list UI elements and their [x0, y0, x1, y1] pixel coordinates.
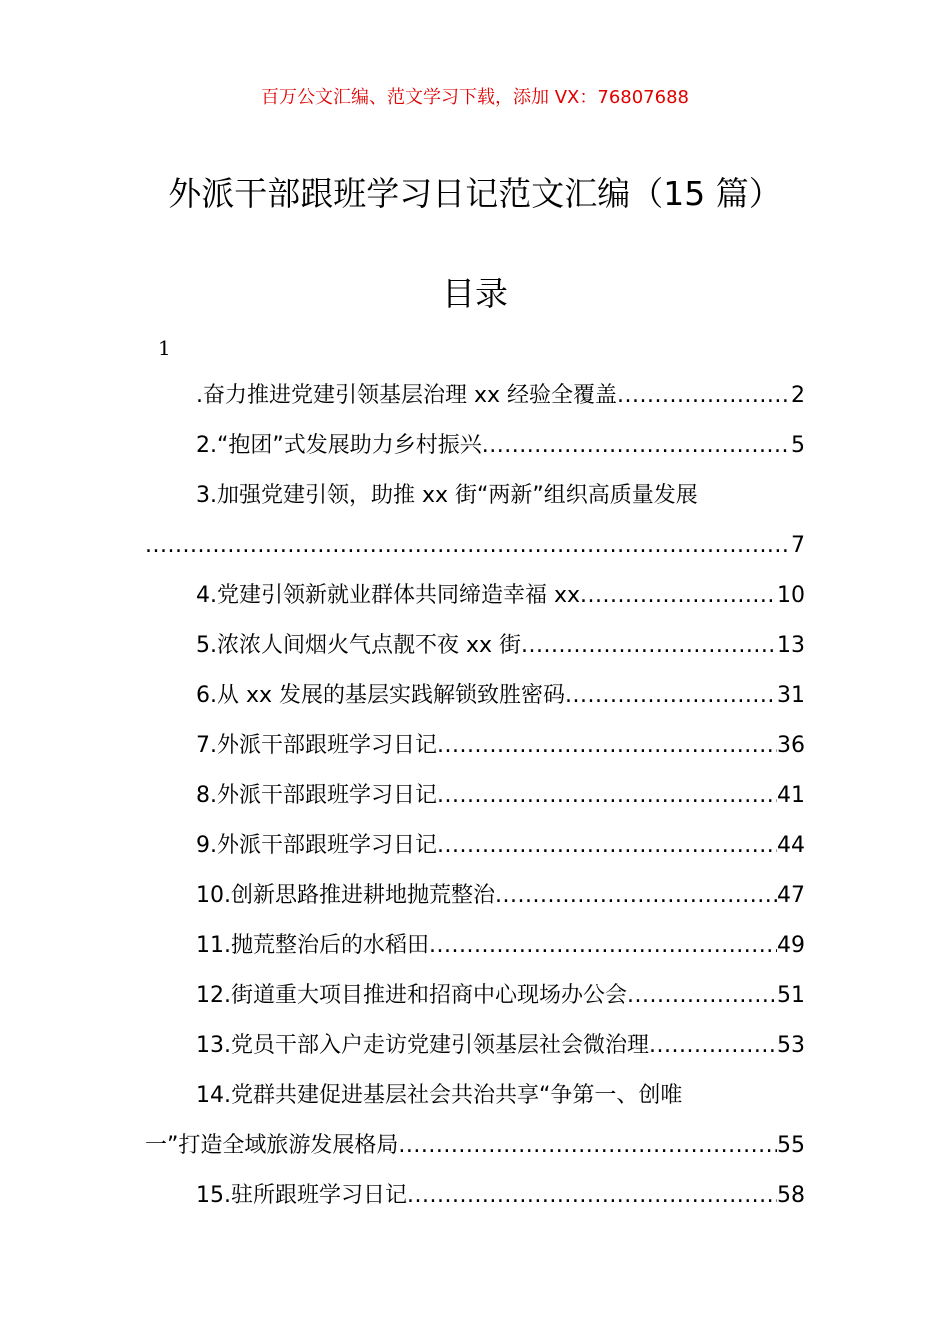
toc-page-number: 58 [777, 1183, 805, 1208]
toc-page-number: 5 [791, 433, 805, 458]
toc-page-number: 55 [777, 1133, 805, 1158]
toc-item-14[interactable] [145, 1076, 805, 1176]
toc-item-title: .奋力推进党建引领基层治理 xx 经验全覆盖 [196, 383, 618, 408]
toc-heading: 目录 [442, 274, 508, 313]
toc-item-title: 12.街道重大项目推进和招商中心现场办公会 [196, 983, 627, 1008]
toc-item-title: 11.抛荒整治后的水稻田 [196, 933, 429, 958]
toc-page-number: 47 [777, 883, 805, 908]
toc-item-15[interactable] [145, 1176, 805, 1226]
toc-page-number: 31 [777, 683, 805, 708]
download-ad-banner: 百万公文汇编、范文学习下载，添加 VX：76807688 [261, 87, 689, 108]
toc-item-title-line1: 3.加强党建引领，助推 xx 街“两新”组织高质量发展 [196, 483, 698, 508]
toc-item-13[interactable] [145, 1026, 805, 1076]
toc-item-title: 一”打造全域旅游发展格局 [145, 1133, 399, 1158]
toc-dot-leader [649, 1026, 777, 1066]
toc-item-title-line1: 14.党群共建促进基层社会共治共享“争第一、创唯 [196, 1083, 683, 1108]
toc-dot-leader [437, 776, 777, 816]
toc-item-continuation [145, 1126, 805, 1176]
toc-dot-leader [145, 526, 791, 566]
toc-item-9[interactable] [145, 826, 805, 876]
toc-item-7[interactable] [145, 726, 805, 776]
toc-page-number: 53 [777, 1033, 805, 1058]
toc-page-number: 51 [777, 983, 805, 1008]
toc-page-number: 2 [791, 383, 805, 408]
toc-page-number: 13 [777, 633, 805, 658]
toc-item-3[interactable] [145, 476, 805, 576]
toc-item-title: 15.驻所跟班学习日记 [196, 1183, 407, 1208]
toc-item-title: 4.党建引领新就业群体共同缔造幸福 xx [196, 583, 581, 608]
toc-dot-leader [617, 376, 791, 416]
toc-item-5[interactable] [145, 626, 805, 676]
toc-dot-leader [565, 676, 777, 716]
toc-dot-leader [627, 976, 777, 1016]
toc-dot-leader [437, 726, 777, 766]
toc-dot-leader [521, 626, 777, 666]
toc-item-title: 9.外派干部跟班学习日记 [196, 833, 437, 858]
toc-item-title: 8.外派干部跟班学习日记 [196, 783, 437, 808]
toc-item-title: 10.创新思路推进耕地抛荒整治 [196, 883, 495, 908]
toc-item-title: 2.“抱团”式发展助力乡村振兴 [196, 433, 482, 458]
toc-item-11[interactable] [145, 926, 805, 976]
toc-item-continuation [145, 526, 805, 576]
stray-number: 1 [158, 336, 171, 360]
toc-page-number: 49 [777, 933, 805, 958]
toc-dot-leader [495, 876, 777, 916]
toc-dot-leader [580, 576, 777, 616]
toc-dot-leader [482, 426, 791, 466]
table-of-contents [145, 376, 805, 1226]
toc-item-2[interactable] [145, 426, 805, 476]
toc-item-10[interactable] [145, 876, 805, 926]
toc-dot-leader [398, 1126, 777, 1166]
toc-item-title: 7.外派干部跟班学习日记 [196, 733, 437, 758]
toc-item-6[interactable] [145, 676, 805, 726]
toc-dot-leader [407, 1176, 777, 1216]
toc-page-number: 7 [791, 533, 805, 558]
toc-page-number: 44 [777, 833, 805, 858]
page-title: 外派干部跟班学习日记范文汇编（15 篇） [168, 174, 782, 213]
toc-item-title: 5.浓浓人间烟火气点靓不夜 xx 街 [196, 633, 522, 658]
toc-item-title: 13.党员干部入户走访党建引领基层社会微治理 [196, 1033, 649, 1058]
toc-item-1[interactable] [145, 376, 805, 426]
toc-dot-leader [429, 926, 777, 966]
toc-item-8[interactable] [145, 776, 805, 826]
toc-page-number: 36 [777, 733, 805, 758]
toc-dot-leader [437, 826, 777, 866]
toc-item-title: 6.从 xx 发展的基层实践解锁致胜密码 [196, 683, 566, 708]
toc-page-number: 10 [777, 583, 805, 608]
toc-page-number: 41 [777, 783, 805, 808]
toc-item-4[interactable] [145, 576, 805, 626]
toc-item-12[interactable] [145, 976, 805, 1026]
